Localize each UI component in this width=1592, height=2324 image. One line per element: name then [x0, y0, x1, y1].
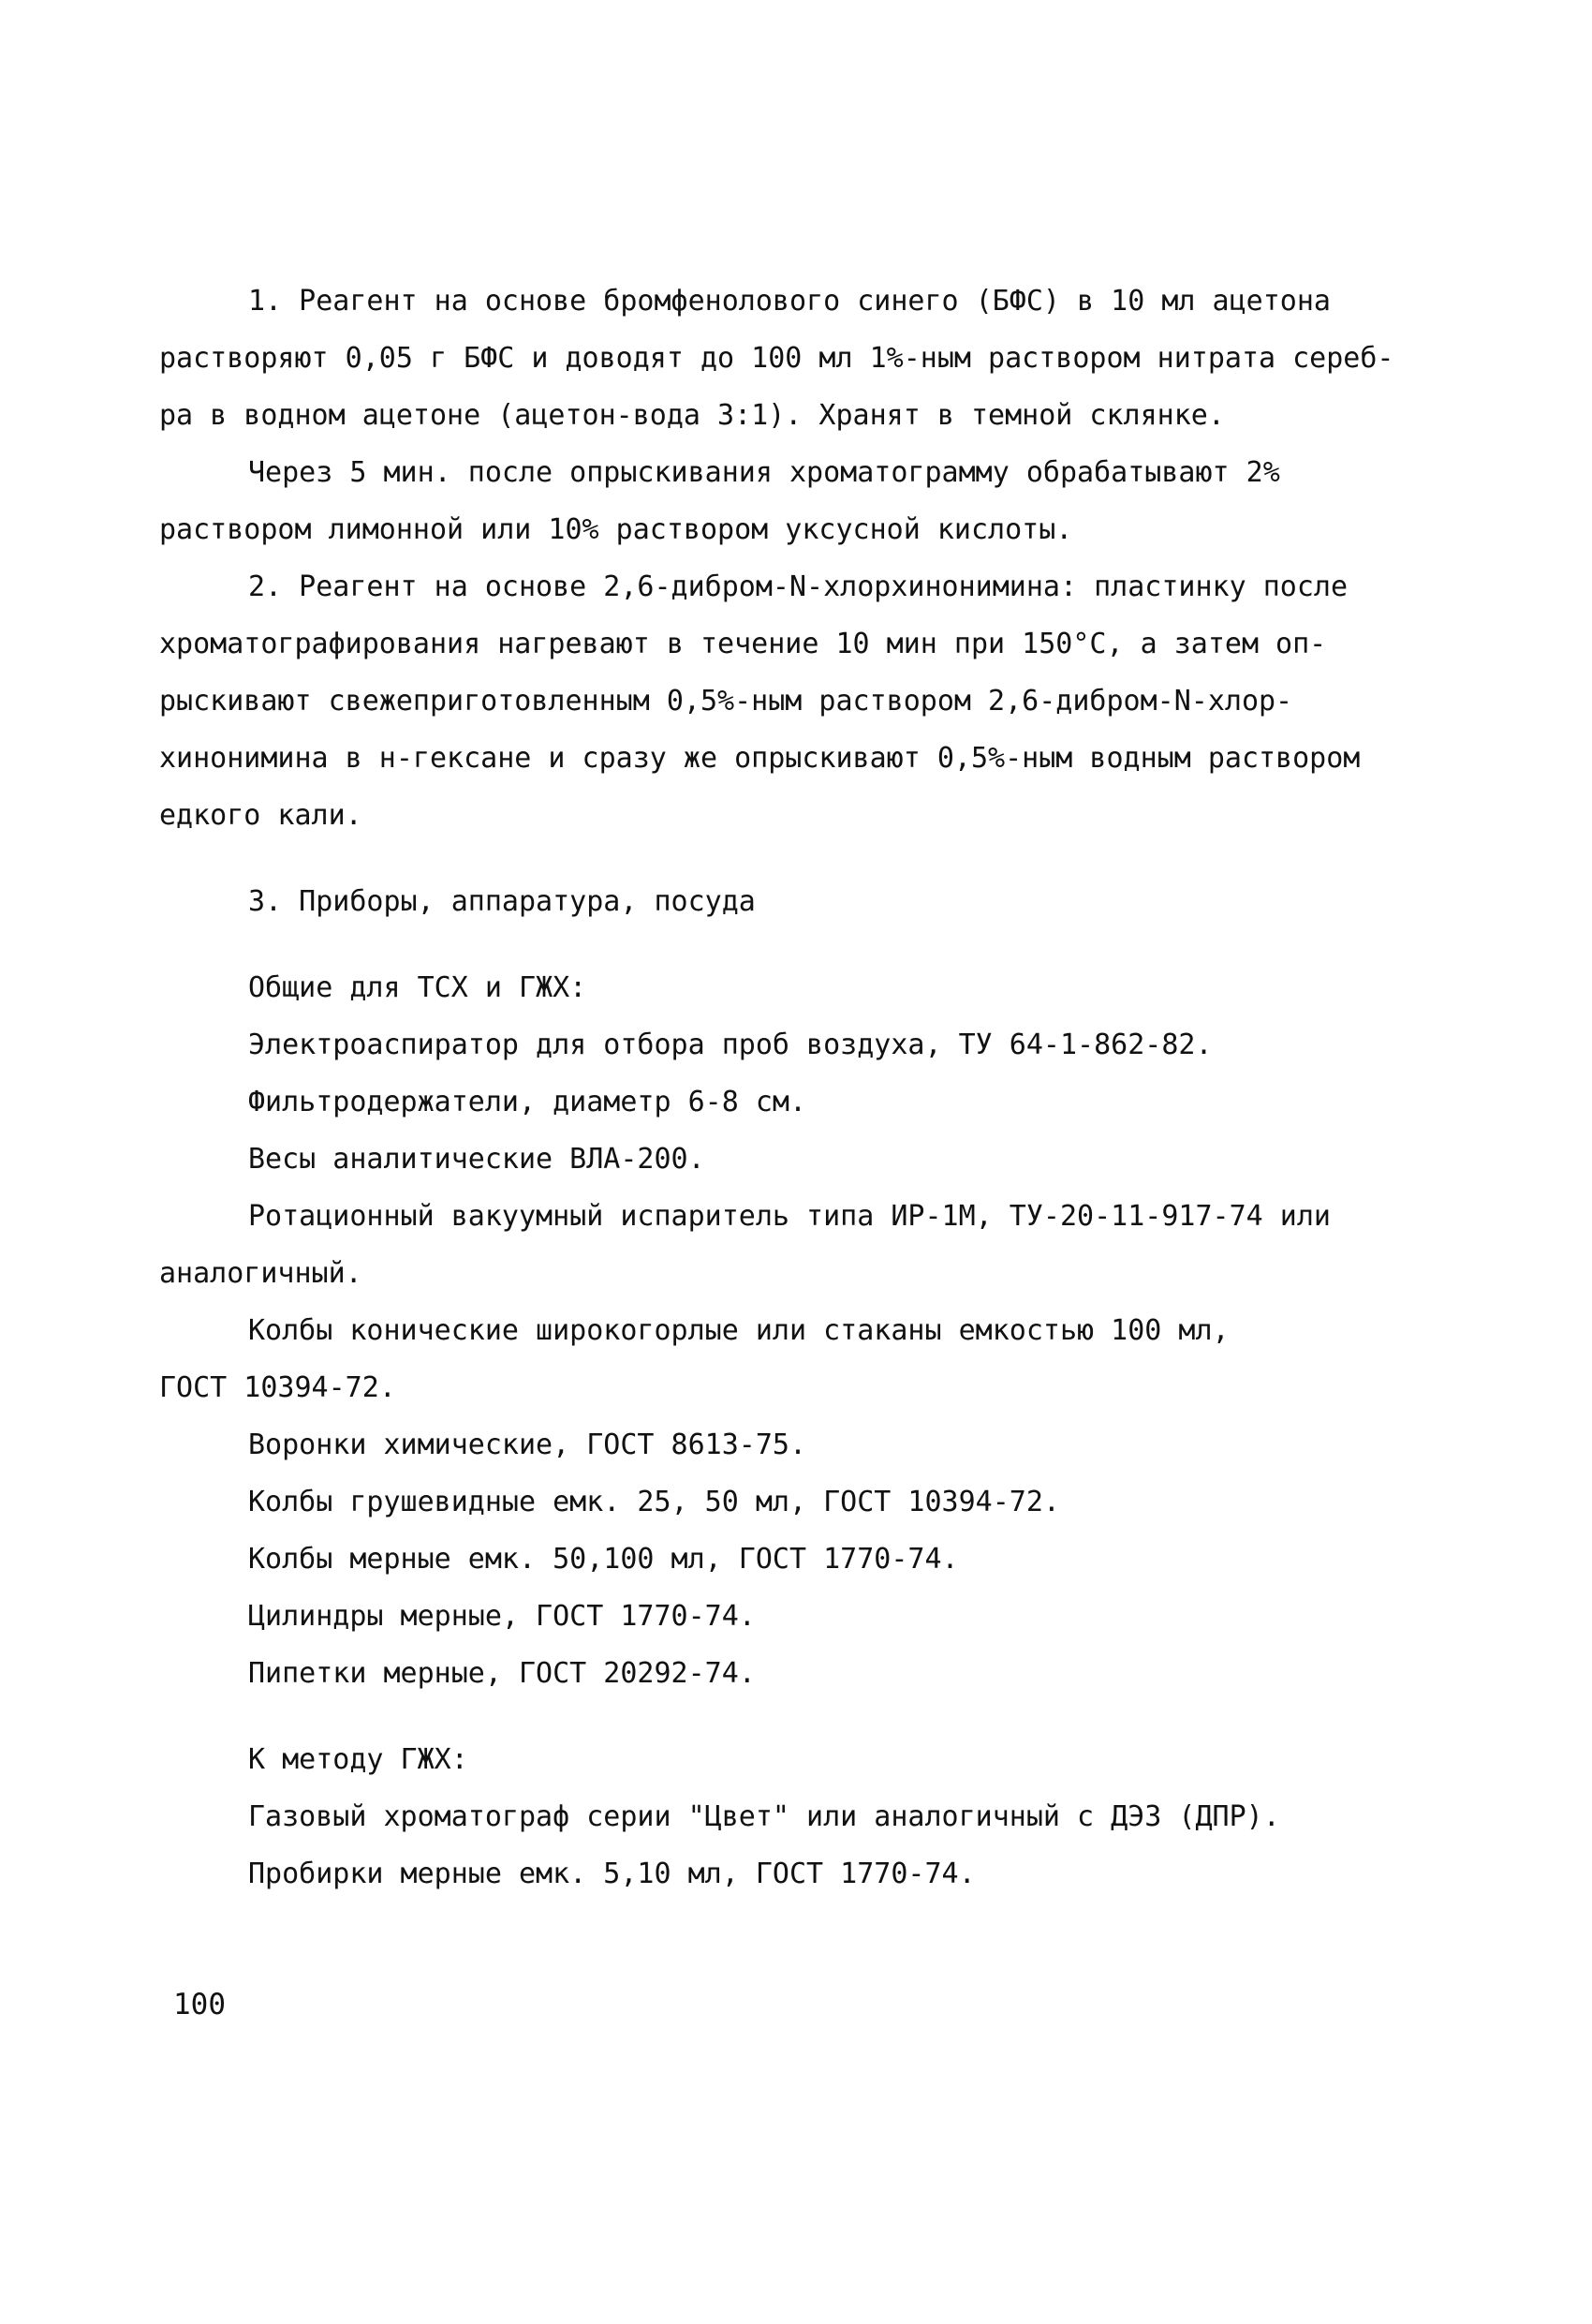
paragraph-3-line-4: хинонимина в н-гексане и сразу же опрыскивают 0,5%-ным водным раствором: [159, 742, 1361, 775]
paragraph-1-line-1: 1. Реагент на основе бромфенолового синего (БФС) в 10 мл ацетона: [248, 285, 1331, 318]
general-item-5-continued: ГОСТ 10394-72.: [159, 1371, 396, 1404]
general-item-4: Ротационный вакуумный испаритель типа ИР-1М, ТУ-20-11-917-74 или: [248, 1200, 1331, 1233]
general-item-10: Пипетки мерные, ГОСТ 20292-74.: [248, 1657, 756, 1690]
general-item-7: Колбы грушевидные емк. 25, 50 мл, ГОСТ 10394-72.: [248, 1486, 1060, 1518]
paragraph-2-line-2: раствором лимонной или 10% раствором уксусной кислоты.: [159, 513, 1073, 546]
gzhkh-item-1: Газовый хроматограф серии "Цвет" или аналогичный с ДЭЗ (ДПР).: [248, 1800, 1280, 1833]
general-item-6: Воронки химические, ГОСТ 8613-75.: [248, 1428, 807, 1461]
section-heading: 3. Приборы, аппаратура, посуда: [248, 885, 756, 918]
paragraph-2-line-1: Через 5 мин. после опрыскивания хроматограмму обрабатывают 2%: [248, 456, 1280, 489]
general-item-8: Колбы мерные емк. 50,100 мл, ГОСТ 1770-74.: [248, 1543, 959, 1576]
paragraph-3-line-5: едкого кали.: [159, 799, 362, 832]
general-item-9: Цилиндры мерные, ГОСТ 1770-74.: [248, 1600, 756, 1633]
page-number: 100: [173, 1988, 226, 2021]
general-item-2: Фильтродержатели, диаметр 6-8 см.: [248, 1086, 807, 1118]
paragraph-3-line-2: хроматографирования нагревают в течение 10 мин при 150°С, а затем оп-: [159, 628, 1327, 660]
general-item-3: Весы аналитические ВЛА-200.: [248, 1143, 705, 1176]
general-heading: Общие для ТСХ и ГЖХ:: [248, 971, 587, 1004]
paragraph-3-line-1: 2. Реагент на основе 2,6-дибром-N-хлорхинонимина: пластинку после: [248, 570, 1348, 603]
gzhkh-heading: К методу ГЖХ:: [248, 1743, 468, 1776]
general-item-5: Колбы конические широкогорлые или стаканы емкостью 100 мл,: [248, 1314, 1230, 1347]
general-item-4-continued: аналогичный.: [159, 1257, 362, 1290]
paragraph-1-line-2: растворяют 0,05 г БФС и доводят до 100 мл 1%-ным раствором нитрата сереб-: [159, 342, 1394, 375]
gzhkh-item-2: Пробирки мерные емк. 5,10 мл, ГОСТ 1770-74.: [248, 1858, 976, 1890]
paragraph-1-line-3: ра в водном ацетоне (ацетон-вода 3:1). Хранят в темной склянке.: [159, 399, 1225, 432]
paragraph-3-line-3: рыскивают свежеприготовленным 0,5%-ным раствором 2,6-дибром-N-хлор-: [159, 685, 1293, 718]
general-item-1: Электроаспиратор для отбора проб воздуха, ТУ 64-1-862-82.: [248, 1029, 1213, 1061]
